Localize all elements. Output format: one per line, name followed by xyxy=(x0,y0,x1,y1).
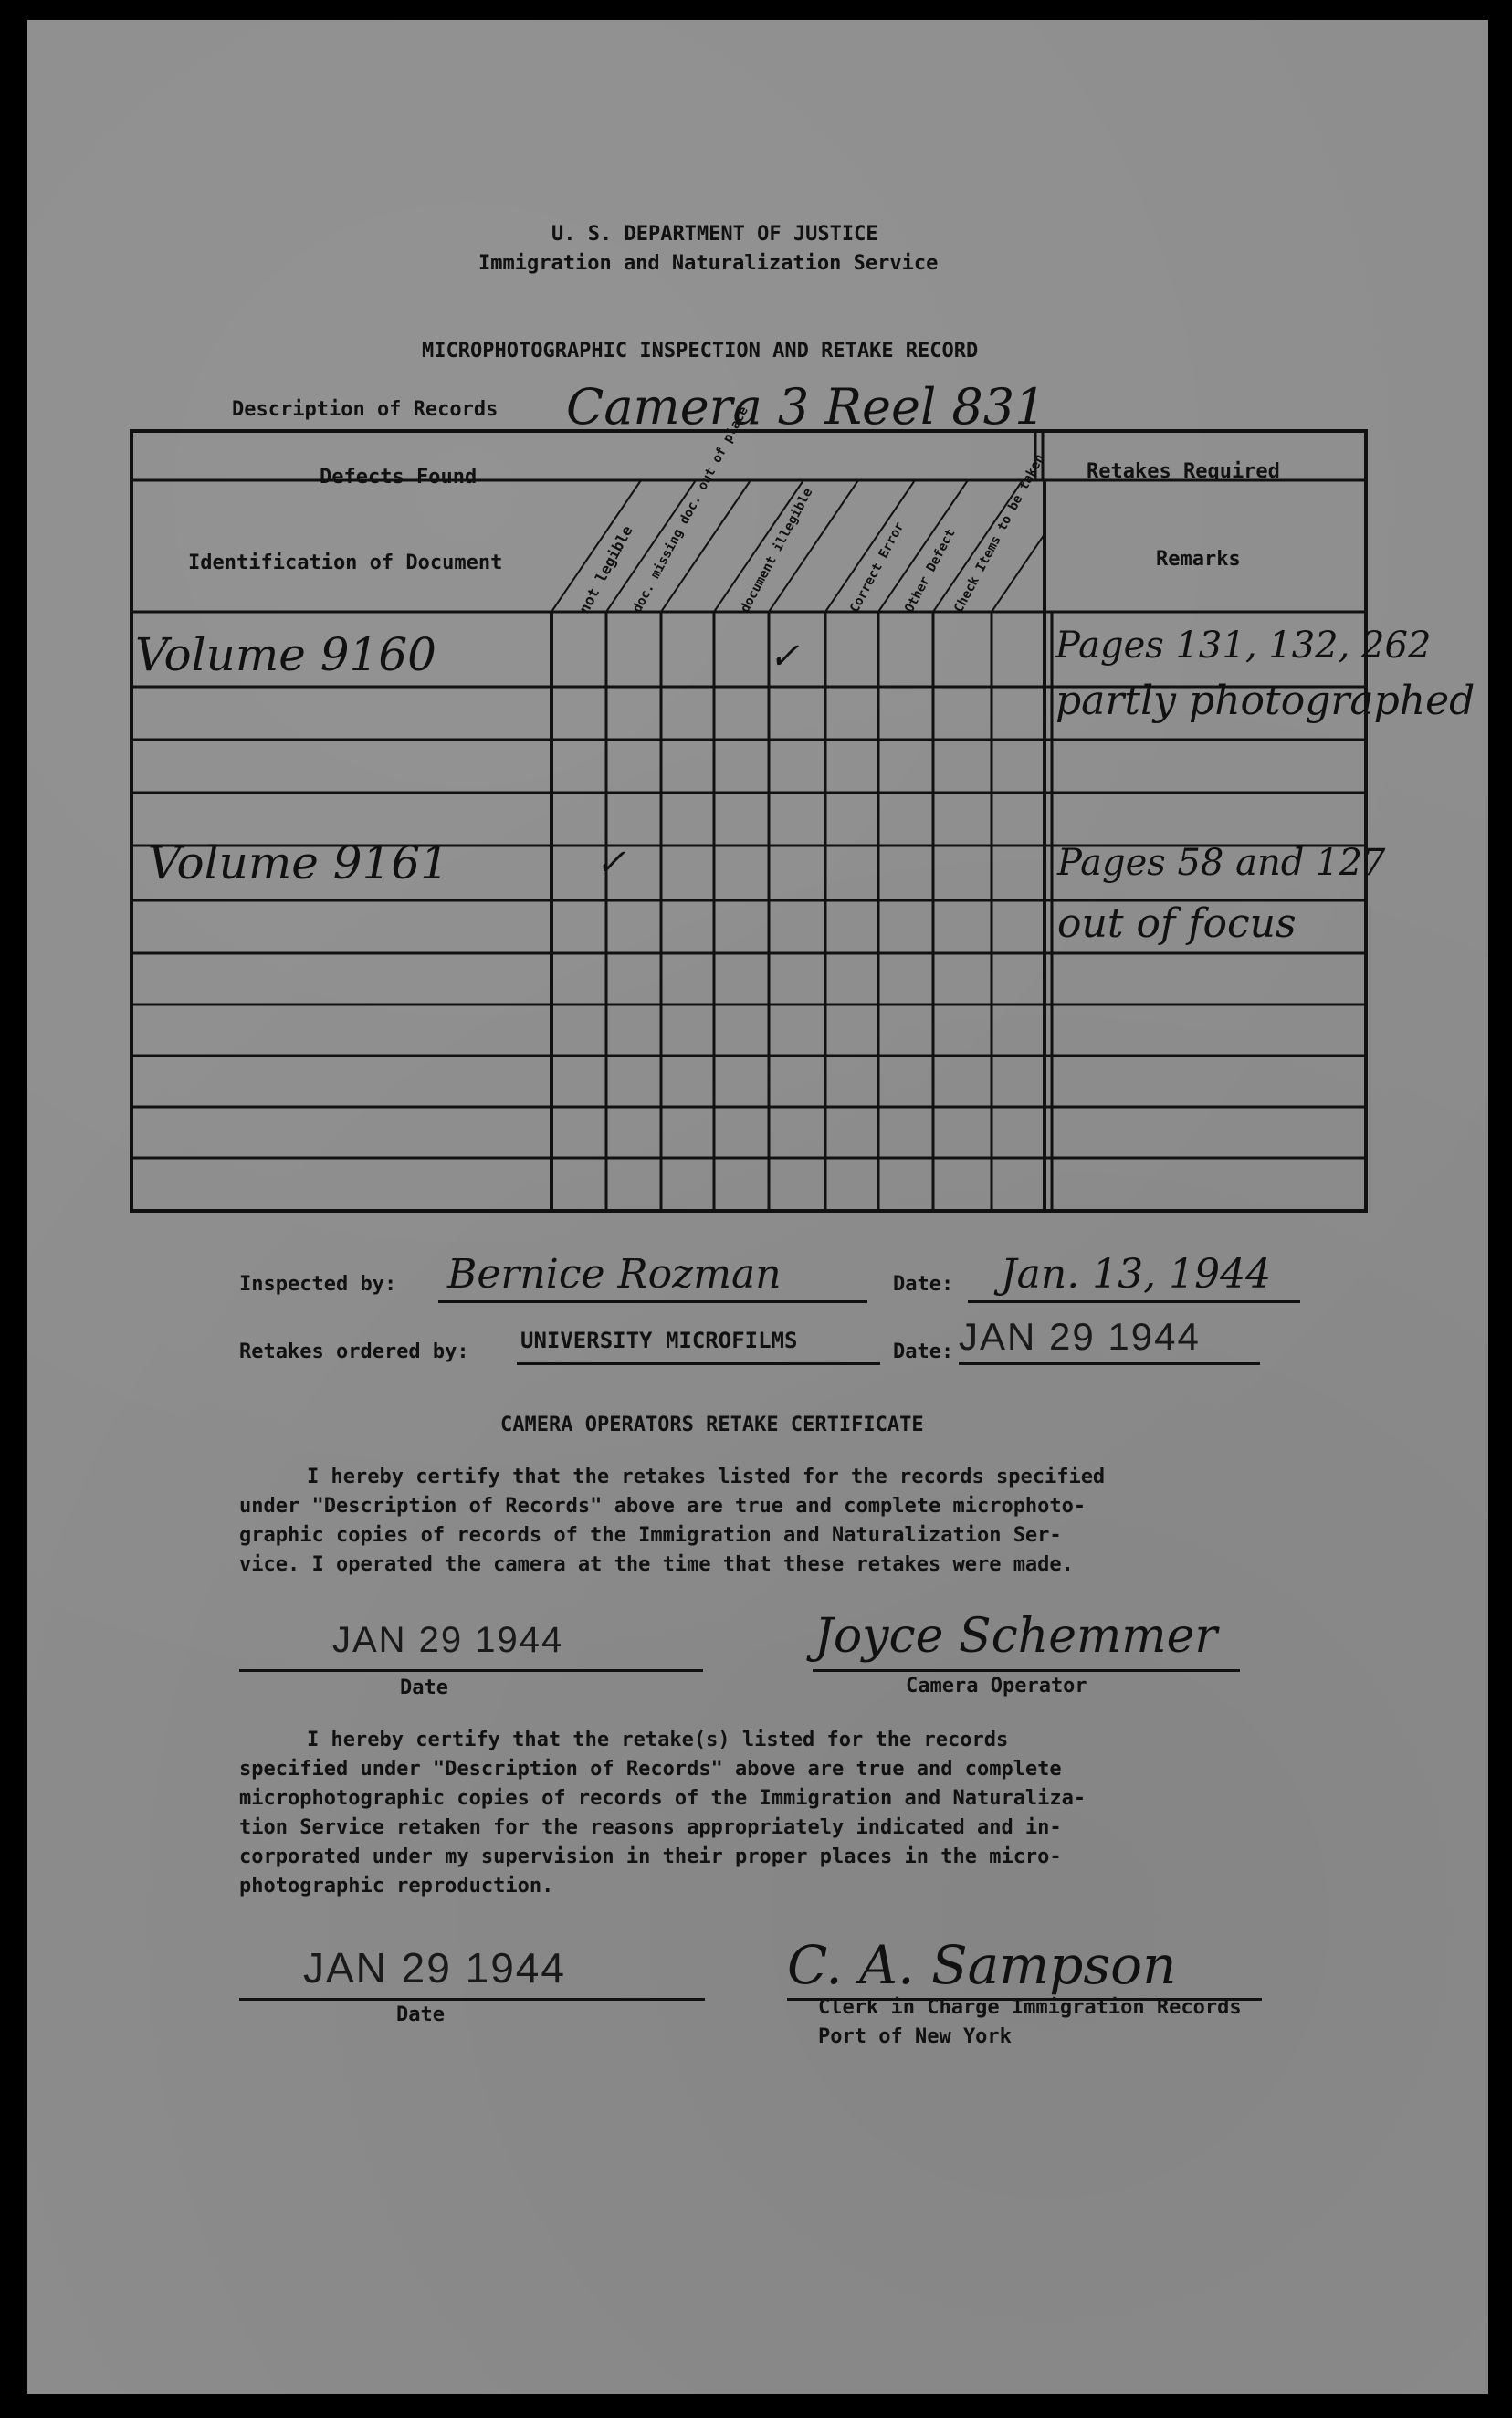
clerk-date-stamp: JAN 29 1944 xyxy=(303,1944,566,1992)
inspected-by-label: Inspected by: xyxy=(239,1273,397,1296)
column-other-defect: Other Defect xyxy=(902,526,959,615)
identification-header: Identification of Document xyxy=(188,552,503,574)
entry-document: Volume 9160 xyxy=(135,628,436,681)
clerk-certificate-line: I hereby certify that the retake(s) listed for the records xyxy=(307,1729,1009,1751)
clerk-certificate-line: tion Service retaken for the reasons appropriately indicated and in- xyxy=(239,1816,1062,1839)
retakes-ordered-label: Retakes ordered by: xyxy=(239,1340,469,1363)
clerk-certificate-line: specified under "Description of Records" above are true and complete xyxy=(239,1758,1062,1781)
clerk-port: Port of New York xyxy=(818,2025,1012,2048)
operator-date-label: Date xyxy=(400,1677,448,1699)
operator-date-line xyxy=(239,1669,703,1672)
column-not-legible: not legible xyxy=(575,522,636,616)
clerk-certificate-line: photographic reproduction. xyxy=(239,1875,554,1898)
column-check-items: Check Items to be taken xyxy=(951,451,1048,615)
remarks-header: Remarks xyxy=(1156,548,1241,571)
clerk-certificate-line: microphotographic copies of records of the Immigration and Naturaliza- xyxy=(239,1787,1087,1810)
operator-label: Camera Operator xyxy=(906,1675,1087,1698)
service-heading: Immigration and Naturalization Service xyxy=(478,252,939,275)
defects-found-header: Defects Found xyxy=(320,466,478,489)
operator-signature-line xyxy=(813,1669,1240,1672)
certificate-line: vice. I operated the camera at the time that these retakes were made. xyxy=(239,1553,1074,1576)
certificate-line: under "Description of Records" above are true and complete microphoto- xyxy=(239,1495,1087,1518)
clerk-certificate-text xyxy=(239,1726,1086,1901)
entry-remark: out of focus xyxy=(1057,900,1297,947)
retakes-date-label: Date: xyxy=(893,1340,954,1363)
column-doc-missing: doc. missing doc. out of place xyxy=(630,404,751,615)
check-mark: ✓ xyxy=(595,842,626,884)
entry-remark: partly photographed xyxy=(1055,678,1475,724)
certificate-line: graphic copies of records of the Immigration and Naturalization Ser- xyxy=(239,1524,1062,1547)
retakes-date-stamp: JAN 29 1944 xyxy=(959,1315,1201,1358)
retakes-ordered-stamp: UNIVERSITY MICROFILMS xyxy=(520,1328,798,1353)
retakes-date-line xyxy=(959,1362,1260,1365)
form-title: MICROPHOTOGRAPHIC INSPECTION AND RETAKE RECORD xyxy=(422,340,979,363)
column-correct-error: Correct Error xyxy=(847,520,908,615)
column-document-illegible: document illegible xyxy=(738,486,816,615)
retakes-required-header: Retakes Required xyxy=(1087,460,1280,483)
inspected-by-line xyxy=(438,1300,867,1303)
clerk-certificate-line: corporated under my supervision in their proper places in the micro- xyxy=(239,1845,1062,1868)
description-label: Description of Records xyxy=(232,398,499,421)
clerk-label: Clerk in Charge Immigration Records xyxy=(818,1996,1242,2019)
table-grid xyxy=(130,429,1368,1213)
inspected-date-label: Date: xyxy=(893,1273,954,1296)
entry-remark: Pages 58 and 127 xyxy=(1057,842,1386,884)
certificate-text xyxy=(239,1463,1105,1580)
document-sheet xyxy=(27,20,1488,2394)
clerk-date-label: Date xyxy=(396,2003,445,2026)
clerk-signature: C. A. Sampson xyxy=(787,1934,1177,1996)
entry-remark: Pages 131, 132, 262 xyxy=(1055,625,1432,667)
entry-document: Volume 9161 xyxy=(148,836,449,889)
check-mark: ✓ xyxy=(769,636,800,678)
inspector-signature: Bernice Rozman xyxy=(447,1251,782,1298)
certificate-line: I hereby certify that the retakes listed for the records specified xyxy=(307,1466,1106,1488)
department-heading: U. S. DEPARTMENT OF JUSTICE xyxy=(551,223,878,246)
inspected-date: Jan. 13, 1944 xyxy=(1001,1251,1272,1298)
clerk-date-line xyxy=(239,1998,705,2001)
operator-date-stamp: JAN 29 1944 xyxy=(332,1620,564,1660)
inspected-date-line xyxy=(968,1300,1300,1303)
description-value: Camera 3 Reel 831 xyxy=(566,378,1046,436)
certificate-title: CAMERA OPERATORS RETAKE CERTIFICATE xyxy=(500,1414,924,1436)
operator-signature: Joyce Schemmer xyxy=(814,1609,1218,1664)
retakes-ordered-line xyxy=(517,1362,880,1365)
